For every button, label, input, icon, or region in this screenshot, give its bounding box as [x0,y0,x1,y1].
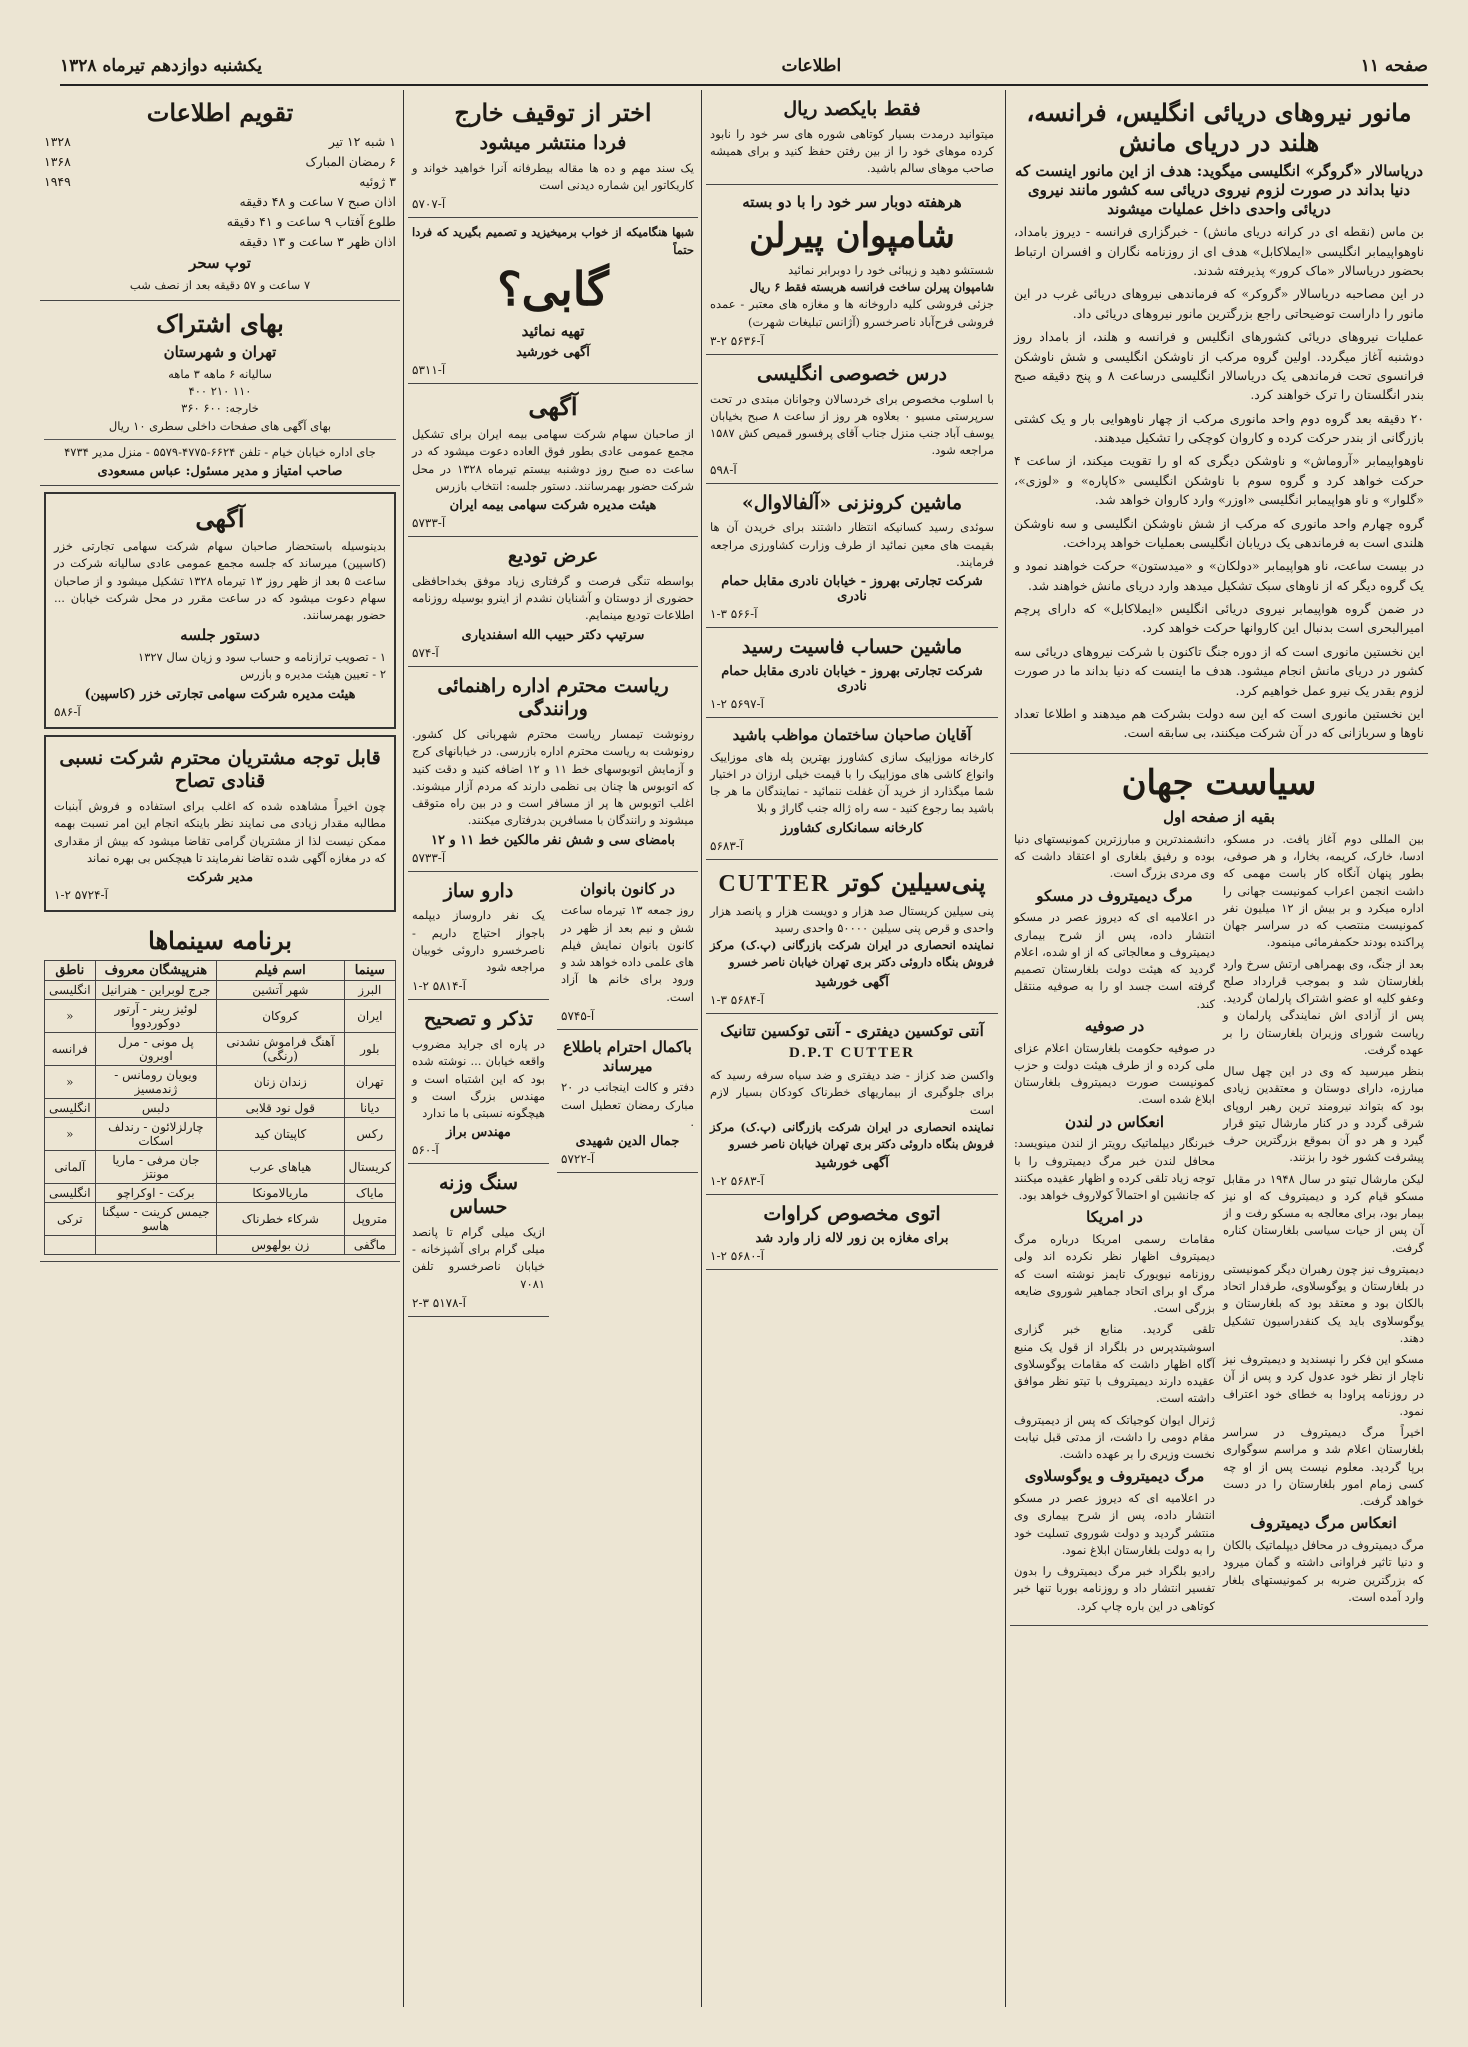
world-politics-article [1010,754,1428,1626]
ad-text: یک سند مهم و ده ها مقاله بیطرفانه آنرا خواهید خواند و کاریکاتور این شماره دیدنی است [412,160,694,192]
cinema-table [44,960,396,1255]
calendar-cell: طلوع آفتاب ۹ ساعت و ۴۱ دقیقه [226,214,396,229]
ad-code: ۵۳۱۱-آ [412,363,446,377]
ad-brand: D.P.T CUTTER [788,1045,916,1062]
ad-text: در پاره ای جراید مضروب واقعه خیابان ... نوشته شده بود که این اشتباه است و مهندس بزرگ است و هیچگونه نسبتی با ما ندارد [412,1037,545,1120]
ad-text: پنی سیلین کریستال صد هزار و دویست هزار و پانصد هزار واحدی و قرص پنی سیلین ۵۰۰۰۰ واحدی رسید [710,903,994,935]
notice-headline: قابل توجه مشتریان محترم شرکت نسبی قنادی تصاح [59,746,381,793]
world-politics-col-b [1014,831,1215,1619]
calendar-row [44,212,396,232]
calendar-cell: اذان صبح ۷ ساعت و ۴۸ دقیقه [239,194,396,209]
subheading: در صوفیه [1084,1016,1145,1035]
table-cell: جرج لوبراین - هنرانیل [95,981,216,1000]
ad-code: ۱-۲ ۵۶۸۳-آ [710,1174,764,1189]
calendar-row [44,232,396,252]
cinema-column-header: سینما [344,961,395,981]
ad-headline-fa: پنی‌سیلین کوتر [838,867,986,897]
ad-code: ۵۷۴۵-آ [561,1008,595,1023]
ad-headline: درس خصوصی انگلیسی [757,362,947,385]
ad-text: بواسطه تنگی فرصت و گرفتاری زیاد موفق بخداحافظی حضوری از دوستان و آشنایان نشدم از اینرو بوسیله روزنامه اطلاعات تودیع مینمایم. [412,573,694,623]
table-row [45,1151,396,1184]
subheading: مرگ دیمیتروف در مسکو [1036,886,1193,905]
world-politics-columns [1014,831,1424,1619]
cutter-ad [706,860,998,1014]
paragraph: عملیات نیروهای دریائی کشورهای انگلیس و فرانسه و هلند، از بامداد روز دوشنبه آغاز میگردد. اولین گروه مرکب از ناوشکن انگلیسی و شش ناوشکن فرانسوی تحت فرماندهی یک دریاسالار انگلیسی درساعت ۸ و پنج دقیقه صبح بندر انگلستان را ترک خواهند کرد. [1014,329,1424,403]
paragraph: دانشمندترین و مبارزترین کمونیستهای دنیا بوده و رفیق بلغاری او اعتقاد داشت که وی مردی بزرگ است. [1014,831,1215,881]
ad-text: واکسن ضد کزاز - ضد دیفتری و ضد سیاه سرفه رسید که برای جلوگیری از بیماریهای خطرناک کودکان بسیار لازم است [710,1068,994,1117]
cinema-column-header: هنرپیشگان معروف [95,961,216,981]
ad-headline: فقط بایکصد ریال [783,98,921,120]
notice-text: بدینوسیله باستحضار صاحبان سهام شرکت سهامی تجارتی خزر (کاسپین) میرساند که جلسه مجمع عمومی عادی سالیانه شرکت در ساعت ۵ بعد از ظهر روز ۱۳ تیرماه ۱۳۲۸ تشکیل میشود و از صاحبان سهام دعوت میشود که در ساعت مقرر در محل شرکت خیابان ... حضور بهمرسانند. [54,539,386,622]
calendar-cell: اذان ظهر ۳ ساعت و ۱۳ دقیقه [239,234,396,249]
ad-headline: اختر از توقیف خارج [454,98,652,127]
table-cell: فرانسه [45,1033,96,1066]
table-cell: زن بولهوس [217,1236,345,1255]
paragraph: این نخستین مانوری است که این سه دولت بشرکت هم میدهند و اطلاعا تعداد ناوها و سربازانی که در آن شرکت میکنند، بی سابقه است. [1014,705,1424,741]
table-row [45,981,396,1000]
world-politics-kicker: بقیه از صفحه اول [1163,808,1275,827]
ad-signature: بامضای سی و شش نفر مالکین خط ۱۱ و ۱۲ [430,832,675,848]
ad-subheadline: فردا منتشر میشود [479,132,627,154]
ad-signature: مهندس براز [446,1125,511,1141]
calendar-title: تقویم اطلاعات [146,98,294,127]
ad-code: ۵۷۴-آ [412,645,439,660]
table-row [45,1236,396,1255]
subheading: مرگ دیمیتروف و یوگوسلاوی [1024,1467,1205,1486]
paragraph: دیمیتروف نیز چون رهبران دیگر کمونیستی در بلغارستان و یوگوسلاوی، طرفدار اتحاد بالکان بود و معتقد بود که بلغارستان و یوگوسلاوی باید یک کنفدراسیون تشکیل دهند. [1223,1261,1424,1345]
date-line: یکشنبه دوازدهم تیرماه ۱۳۲۸ [60,56,262,76]
ad-code: ۵۷۳۳-آ [412,516,446,530]
notice-text: چون اخیراً مشاهده شده که اغلب برای استفاده و فروش آبنبات مطالبه مقدار زیادی می نمایند نظر باینکه انجام این امر نسبت بهمه ممکن نیست لذا از مشتریان گرامی تقاضا میشود که بیش از مقداری که در مغازه آگهی شده تقاضا نفرمایند تا هیچکس بی بهره نماند [54,799,386,865]
paragraph: ناوهواپیمابر «آروماش» و ناوشکن دیگری که او را تقویت میکند، از ساعت ۴ حرکت خواهد کرد و گروه سوم با ناوشکن انگلیسی «کاپاره» و «لوزی»، «گلوار» و ناو هواپیمابر انگلیسی «اوزر» وارد کاروان خواهد شد. [1014,453,1424,508]
small-ads-row [408,872,698,1317]
subscription-contact: جای اداره خیابان خیام - تلفن ۶۶۲۴-۴۷۷۵-۵۵۷۹ - منزل مدیر ۴۷۳۴ [64,444,376,459]
calendar-cell: ۱۳۶۸ [44,154,71,169]
paragraph: مسکو این فکر را نپسندید و دیمیتروف نیز ناچار از نظر خود عدول کرد و پس از آن در روزنامه پراودا به خطای خود اعتراف نمود. [1223,1352,1424,1418]
table-cell: آلمانی [45,1151,96,1184]
notice-signature: مدیر شرکت [186,870,254,885]
table-cell: رکس [344,1118,395,1151]
paragraph: در بیست ساعت، ناو هواپیمابر «دولکان» و «میدستون» حرکت خواهند نمود و یک گروه دیگر که از ناوهای سبک تشکیل میدهد وارد دریای مانش خواهند شد. [1014,558,1424,593]
paragraph: خبرنگار دیپلماتیک رویتر از لندن مینویسد: محافل لندن خبر مرگ دیمیتروف را با توجه زیاد تلقی کرده و اظهار عقیده میکنند که جانشین او احتمالاً کولاروف خواهد بود. [1014,1136,1215,1203]
column-divider [701,90,702,2007]
table-cell: کروکان [217,1000,345,1033]
ad-text: ازیک میلی گرام تا پانصد میلی گرام برای آشپزخانه - خیابان ناصرخسرو تلفن ۷۰۸۱ [412,1224,545,1291]
calendar-row [44,172,396,192]
ad-code: ۱-۲ ۵۸۱۴-آ [412,979,466,994]
correction-ad [408,1000,549,1164]
ad-subheadline: تهیه نمائید [521,322,585,341]
maneuver-body [1014,222,1424,742]
paragraph: در اعلامیه ای که دیروز عصر در مسکو انتشار داده، پس از شرح بیماری وی منتشر گردید و دولت شوروی تسلیت خود را به دولت بلغارستان ابلاغ نمود. [1014,1491,1215,1557]
table-cell: پل مونی - مرل اوبرون [95,1033,216,1066]
shampoo-ad [706,185,998,355]
table-row [45,1099,396,1118]
ad-text: کارخانه موزاییک سازی کشاورز بهترین پله های موزاییک وانواع کاشی های موزاییک را با قیمت خیلی ارزان در اختیار شما میگذارد از خرید آن غفلت ننمائید - نمایندگان ما هر جا باشید بما رجوع کنید - سه راه ژاله جنب گاراژ و بلا [710,749,994,816]
ad-text: نماینده انحصاری در ایران شرکت بازرگانی (پ.ک) مرکز فروش بنگاه داروئی دکتر بری تهران خیابان ناصر خسرو [710,1119,994,1151]
ad-headline-en: CUTTER [718,870,831,897]
paragraph: ۲۰ دقیقه بعد گروه دوم واحد مانوری مرکب از چهار ناوهوایی بار و یک کشتی بازرگانی از بندر حرکت کرده و کاروان کوچکی را تشکیل میدهند. [1014,410,1424,445]
notice-code: ۵۸۶-آ [54,704,81,719]
table-cell: کاپیتان کید [217,1118,345,1151]
ad-code: ۵۷۰۷-آ [412,197,446,212]
ad-headline: ریاست محترم اداره راهنمائی ورانندگی [437,674,669,721]
cinema-program [40,918,400,1262]
ad-text: سوئدی رسید کسانیکه انتظار داشتند برای خریدن آن ها بقیمت های معین نمائید از طرف وزارت کشاورزی مراجعه فرمایند. [710,520,994,569]
ad-signature: سرتیپ دکتر حبیب الله اسفندیاری [461,627,645,643]
calendar-sahar: ۷ ساعت و ۵۷ دقیقه بعد از نصف شب [129,277,311,292]
column-divider [403,90,404,2007]
table-cell: ترکی [45,1203,96,1236]
ad-text: شرکت تجارتی بهروز - خیابان نادری مقابل حمام نادری [721,663,983,694]
subheading: انعکاس در لندن [1064,1112,1165,1131]
ad-code: ۱-۳ ۵۶۸۴-آ [710,992,764,1007]
subscription-sub: تهران و شهرستان [163,343,277,361]
table-row [45,1066,396,1099]
table-cell: قول نود قلابی [217,1099,345,1118]
ad-text: دفتر و کالت اینجانب در ۲۰ مبارک رمضان تعطیل است . [561,1080,694,1129]
ad-headline: آنتی توکسین دیفتری - آنتی توکسین تتانیک [720,1021,984,1040]
masthead [60,48,1428,86]
harvester-ad [706,484,998,629]
table-cell: انگلیسی [45,1184,96,1203]
table-cell: « [45,1066,96,1099]
table-row [45,1118,396,1151]
scale-ad [408,1164,549,1317]
table-cell: انگلیسی [45,1099,96,1118]
ironing-ad [706,1195,998,1270]
gabi-ad [408,218,698,384]
paragraph: در صوفیه حکومت بلغارستان اعلام عزای ملی کرده و از طرف هیئت دولت و حزب کمونیست صورت دیمیتروف بلغارستان ابلاغ شده است. [1014,1040,1215,1107]
ad-text: روز جمعه ۱۳ تیرماه ساعت شش و نیم بعد از ظهر در کانون بانوان نمایش فیلم های علمی داده خواهد شد و ورود برای خانم ها آزاد است. [561,903,694,1004]
paragraph: لیکن مارشال تیتو در سال ۱۹۴۸ در مقابل مسکو قیام کرد و دیمیتروف که او نیز بیمار بود، برای معالجه به مسکو رفت و از آن پس از حیات سیاسی بلغارستان کناره گرفت. [1223,1171,1424,1255]
table-cell: البرز [344,981,395,1000]
notice-signature: هیئت مدیره شرکت سهامی تجارتی خزر (کاسپین) [84,686,356,702]
ad-headline: اتوی مخصوص کراوات [763,1203,941,1226]
table-cell: جان مرفی - ماریا مونتز [95,1151,216,1184]
cinema-table-header [45,961,396,981]
paragraph: اخیراً مرگ دیمیتروف در سراسر بلغارستان اعلام شد و مراسم سوگواری برپا گردید. معلوم نیست پس از او چه کسی زمام امور بلغارستان را در دست خواهد گرفت. [1223,1425,1424,1509]
table-cell: ویویان رومانس - ژندمسیز [95,1066,216,1099]
english-lessons-ad [706,355,998,484]
table-cell: جیمس کرینت - سیگنا هاسو [95,1203,216,1236]
ad-code: ۱-۲ ۵۶۸۰-آ [710,1249,764,1263]
calculator-ad [706,628,998,718]
paragraph: تلقی گردید. منابع خبر گزاری اسوشیتدپرس در بلگراد از قول یک منبع آگاه اظهار داشت که مقامات یوگوسلاوی عقیده دارند دیمیتروف با تیتو نظر موافق داشته است. [1014,1322,1215,1406]
notice-code: ۱-۲ ۵۷۲۴-آ [54,888,108,902]
table-cell: هیاهای عرب [217,1151,345,1184]
ad-headline: سنگ وزنه حساس [438,1172,519,1218]
traffic-letter [408,667,698,872]
paragraph: رادیو بلگراد خبر مرگ دیمیتروف را بدون تفسیر انتشار داد و روزنامه بوربا تنها خبر کوتاهی در این باره چاپ کرد. [1014,1564,1215,1613]
calendar-row [44,192,396,212]
paragraph: بن ماس (نقطه ای در کرانه دریای مانش) - خبرگزاری فرانسه - دیروز بامداد، ناوهواپیمابر انگلیسی «ایملاکابل» هدف ای از روزنامه نگاران و افسران ارتباط بحضور دریاسالار «ماک کرور» پذیرفته شدند. [1014,224,1424,278]
notice-agenda-title: دستور جلسه [180,626,260,645]
ad-headline: آقایان صاحبان ساختمان مواظب باشید [732,725,972,744]
world-politics-col-a [1223,831,1424,1619]
calendar-box [40,90,400,301]
divider [44,439,396,440]
table-cell: شرکاء خطرناک [217,1203,345,1236]
paragraph: مرگ دیمیتروف در محافل دیپلماتیک بالکان و دنیا تاثیر فراوانی داشته و گمان میرود که بزرگترین ضربه بر کمونیستهای بلغار وارد آمده است. [1223,1538,1424,1604]
ad-headline: ماشین حساب فاسیت رسید [741,636,963,658]
paragraph: در این مصاحبه دریاسالار «گروکر» که فرماندهی نیروهای دریائی غرب در این مانور را داراست توضیحاتی راجع بزرگترین مانور نیروهای دریائی داد. [1014,286,1424,321]
calendar-sahar-title: توپ سحر [189,254,251,272]
ad-signature: هیئت مدیره شرکت سهامی بیمه ایران [449,498,657,513]
ad-text: برای مغازه بن زور لاله زار وارد شد [755,1231,949,1246]
maneuver-lead: دریاسالار «گروگر» انگلیسی میگوید: هدف از این مانور اینست که دنیا بداند در صورت لزوم نیروی دریائی سه کشور مانند نیروی دریائی واحدی داخل عملیات میشوند [1014,162,1424,218]
paragraph: بعد از جنگ، وی بهمراهی ارتش سرخ وارد بلغارستان شد و بموجب قرارداد صلح وعفو کلیه او عضو اشتراک پارلمان گردید. پس از آزادی اش نمایندگی پارلمان و ریاست شورای وزیران بلغارستان را بر عهده گرفت. [1223,956,1424,1057]
cinema-headline: برنامه سینماها [148,926,292,955]
table-cell: « [45,1000,96,1033]
farewell-notice [408,537,698,667]
ad-text: جزئی فروشی کلیه داروخانه ها و مغازه های معتبر - عمده فروشی فرح‌آباد ناصرخسرو (آژانس تبلیغات شهرت) [710,297,994,329]
ad-code: ۳-۲ ۵۶۳۶-آ [710,333,764,348]
ad-code: ۲-۳ ۵۱۷۸-آ [412,1295,466,1310]
table-row [45,1203,396,1236]
ad-headline: آگهی [528,392,578,421]
table-cell: تهران [344,1066,395,1099]
ad-text: یک نفر داروساز دیپلمه باجواز احتیاج داریم - ناصرخسرو داروئی خوبیان مراجعه شود [412,908,545,974]
subscription-line: بهای آگهی های صفحات داخلی سطری ۱۰ ریال [108,418,332,433]
table-cell: کریستال [344,1151,395,1184]
ad-text: از صاحبان سهام شرکت سهامی بیمه ایران برای تشکیل مجمع عمومی عادی بطور فوق العاده دعوت میشود که در ساعت ده صبح روز دوشنبه بیستم تیرماه ۱۳۲۸ در محل شرکت حضور بهمرسانند. دستور جلسه: انتخاب بازرس [412,427,695,493]
paragraph: گروه چهارم واحد مانوری که مرکب از شش ناوشکن انگلیسی و سه ناوشکن هلندی است به فرماندهی یک دریابان انگلیسی بعملیات خواهد پرداخت. [1014,515,1424,550]
table-cell: آهنگ فراموش نشدنی (رنگی) [217,1033,345,1066]
calendar-cell: ۱۳۲۸ [44,134,71,149]
ad-text: با اسلوب مخصوص برای خردسالان وجوانان مبتدی در تحت سرپرستی مسیو ۰ بعلاوه هر روز از ساعت ۸ صبح بخیابان یوسف آباد جنب منزل جناب آقای پرفسور قمیص کش ۱۵۸۷ مراجعه شود. [710,391,995,458]
ad-signature: کارخانه سمانکاری کشاورز [780,820,924,836]
paragraph: مقامات رسمی امریکا درباره مرگ دیمیتروف اظهار نظر نکرده اند ولی روزنامه نیویورک تایمز نوشته است که مرگ او برای اتحاد جماهیر شوروی ضایعه بزرگی است. [1014,1232,1215,1316]
ad-pre: هرهفته دوبار سر خود را با دو بسته [742,192,962,211]
table-cell: ماگفی [344,1236,395,1255]
table-cell: ایران [344,1000,395,1033]
ad-code: ۵۷۳۳-آ [412,850,446,865]
paragraph: این نخستین مانوری است که از دوره جنگ تاکنون با شرکت نیروهای دریائی سه کشور در دریای مانش انجام میشود. هدف ما اینست که دنیا بداند ما در صورت لزوم بقدر یک نیرو عمل خواهیم کرد. [1014,643,1424,698]
ad-code: ۵۶۰-آ [412,1143,439,1158]
subheading: در امریکا [1086,1208,1143,1227]
ads-column-1 [706,90,998,2007]
table-cell: چارلزلائون - رندلف اسکات [95,1118,216,1151]
cinema-column-header: اسم فیلم [217,961,345,981]
table-cell: دیانا [344,1099,395,1118]
calendar-row [44,152,396,172]
table-cell: ماریالامونکا [217,1184,345,1203]
calendar-cell: ۶ رمضان المبارک [305,154,396,169]
notice-agenda-item: ۱ - تصویب ترازنامه و حساب سود و زیان سال ۱۳۲۷ [138,650,386,664]
ad-signature: جمال الدین شهیدی [575,1134,680,1149]
subheading: انعکاس مرگ دیمیتروف [1250,1514,1397,1533]
calendar-row [44,132,396,152]
ad-signature: آگهی خورشید [815,1156,889,1172]
calendar-cell: ۱۹۴۹ [44,174,71,189]
ad-headline: باکمال احترام باطلاع میرساند [563,1037,692,1075]
paper-name: اطلاعات [781,56,842,76]
maneuver-headline: مانور نیروهای دریائی انگلیس، فرانسه، هلند در دریای مانش [1026,98,1412,157]
ad-text: رونوشت تیمسار ریاست محترم شهربانی کل کشور. رونوشت به ریاست محترم اداره بازرسی. در خیابانهای کرج و آزمایش اتوبوسهای خط ۱۱ و ۱۲ اضافه کنید و دقت کنید که اتوبوس ها چنان بی نظمی دارند که مردم آزار میشوند. اغلب اتوبوس ها پر از مسافر است و در بین راه متوقف میشوند و رانندگان با مسافرین بدرفتاری میکنند. [412,727,694,828]
subscription-line: ۱۱۰ ۲۱۰ ۴۰۰ [188,384,252,398]
building-ad [706,718,998,860]
ladies-ad [557,872,698,1030]
ad-signature: شرکت تجارتی بهروز - خیابان نادری مقابل حمام نادری [721,574,983,604]
ad-text: نماینده انحصاری در ایران شرکت بازرگانی (پ.ک) مرکز فروش بنگاه داروئی دکتر بری تهران خیابان ناصر خسرو [710,938,994,970]
ad-text: میتوانید درمدت بسیار کوتاهی شوره های سر خود را نابود کرده موهای خود را از بین رفتن حفظ کنید و برای همیشه صاحب موهای سالم باشید. [710,126,994,176]
ad-text: شامپوان پیرلن ساخت فرانسه هربسته فقط ۶ ریال [749,280,994,294]
insurance-notice [408,384,698,537]
calendar-rows [44,132,396,252]
ad-code: ۱-۳ ۵۶۶-آ [710,607,758,621]
subscription-line: سالیانه ۶ ماهه ۳ ماهه [168,366,272,381]
table-cell: متروپل [344,1203,395,1236]
calendar-cell: ۳ ژوئیه [359,174,396,189]
table-cell: برکت - اوکراچو [95,1184,216,1203]
paragraph: ژنرال ایوان کوجیاتک که پس از دیمیتروف مقام دومی را داشت، از مدتی قبل نیابت نخست وزیری را بر عهده داشت. [1014,1412,1215,1462]
small-ads-left [408,872,549,1317]
table-row [45,1033,396,1066]
publisher-line: صاحب امتیاز و مدیر مسئول: عباس مسعودی [97,464,343,479]
ad-brand: شامپوان پیرلن [749,216,955,257]
main-notice [44,492,396,729]
table-row [45,1184,396,1203]
antitoxin-ad [706,1014,998,1196]
maneuver-article [1010,90,1428,754]
table-cell: بلور [344,1033,395,1066]
table-cell: شهر آتشین [217,981,345,1000]
ad-headline: ماشین کرونزنی «آلفالاوال» [741,491,963,514]
ad-headline: دارو ساز [443,879,514,902]
shampoo-top-ad [706,90,998,185]
paragraph: در ضمن گروه هواپیمابر نیروی دریائی انگلیس «ایملاکابل» که دارای پرچم امیرالبحری است بدنبال این کاروانها حرکت خواهد کرد. [1014,601,1424,636]
cinema-column-header: ناطق [45,961,96,981]
ad-headline: در کانون بانوان [580,879,675,898]
table-cell: دلبس [95,1099,216,1118]
ad-headline: تذکر و تصحیح [423,1008,534,1031]
ad-brand: گابی؟ [497,261,609,316]
subscription-box [40,301,400,486]
paragraph: بین المللی دوم آغاز یافت. در مسکو، ادسا، خارک، کریمه، بخارا، و هر صوفی، بطور پنهان آنگاه کار باست مهمی که داشت انجمن اعراب کمونیست جهانی را اداره میکرد و بر بیش از ۱۲ میلیون نفر کمونیست منتصب که در سراسر جهان پراکنده بودند حکمفرمائی مینمود. [1223,831,1425,950]
table-cell: انگلیسی [45,981,96,1000]
ad-signature: آگهی خورشید [516,345,590,360]
ad-code: ۵۷۲۲-آ [561,1152,595,1166]
confectionery-notice [44,735,396,913]
small-ads-right [557,872,698,1317]
paragraph: بنظر میرسید که وی در این چهل سال مبارزه، دارای دوستان و معتقدین زیادی بود که بتواند نیرومند ترین رهبر اروپای شرقی گردد و در کنار مارشال تیتو قرار گیرد و هر دو آن بموقع بزرگترین حرف پیشرفت کشور خود را بزنند. [1223,1064,1424,1165]
notice-agenda-item: ۲ - تعیین هیئت مدیره و بازرس [240,667,386,682]
table-cell: « [45,1118,96,1151]
ad-text: شستشو دهید و زیبائی خود را دوبرابر نمائید [788,262,994,277]
table-cell: مایاک [344,1184,395,1203]
cinema-table-body [45,981,396,1255]
subscription-title: بهای اشتراک [156,309,284,338]
calendar-cell: ۱ شبه ۱۲ تیر [328,134,396,149]
right-column [1010,90,1428,2007]
world-politics-headline: سیاست جهان [1121,762,1317,803]
gratitude-ad [557,1030,698,1173]
ad-signature: آگهی خورشید [815,974,889,990]
notice-headline: آگهی [195,504,245,533]
table-cell [95,1236,216,1255]
ad-headline: عرض تودیع [507,545,599,567]
ad-code: ۱-۲ ۵۶۹۷-آ [710,696,764,711]
ad-code: ۵۶۸۳-آ [710,838,744,853]
subscription-line: خارجه: ۶۰۰ ۳۶۰ [181,401,259,416]
ads-column-2 [408,90,698,2007]
table-cell: لوئیز رینر - آرتور دوکوردووا [95,1000,216,1033]
paragraph: در اعلامیه ای که دیروز عصر در مسکو انتشار داده، پس از شرح بیماری دیمیتروف و معالجاتی که از او شده، اعلام گردید که هیئت دولت بلغارستان تصمیم گرفته است جسد او را به صوفیه منتقل کند. [1014,910,1215,1011]
left-column [40,90,400,2007]
table-row [45,1000,396,1033]
page-number: صفحه ۱۱ [1360,56,1428,76]
ad-headline [710,868,994,899]
table-cell: زندان زنان [217,1066,345,1099]
column-divider [1005,90,1006,2007]
pharmacist-ad [408,872,549,1001]
abdication-ad [408,90,698,218]
table-cell [45,1236,96,1255]
ad-text: شبها هنگامیکه از خواب برمیخیزید و تصمیم بگیرید که فردا حتماً [412,225,694,257]
ad-code: ۵۹۸-آ [710,462,737,477]
